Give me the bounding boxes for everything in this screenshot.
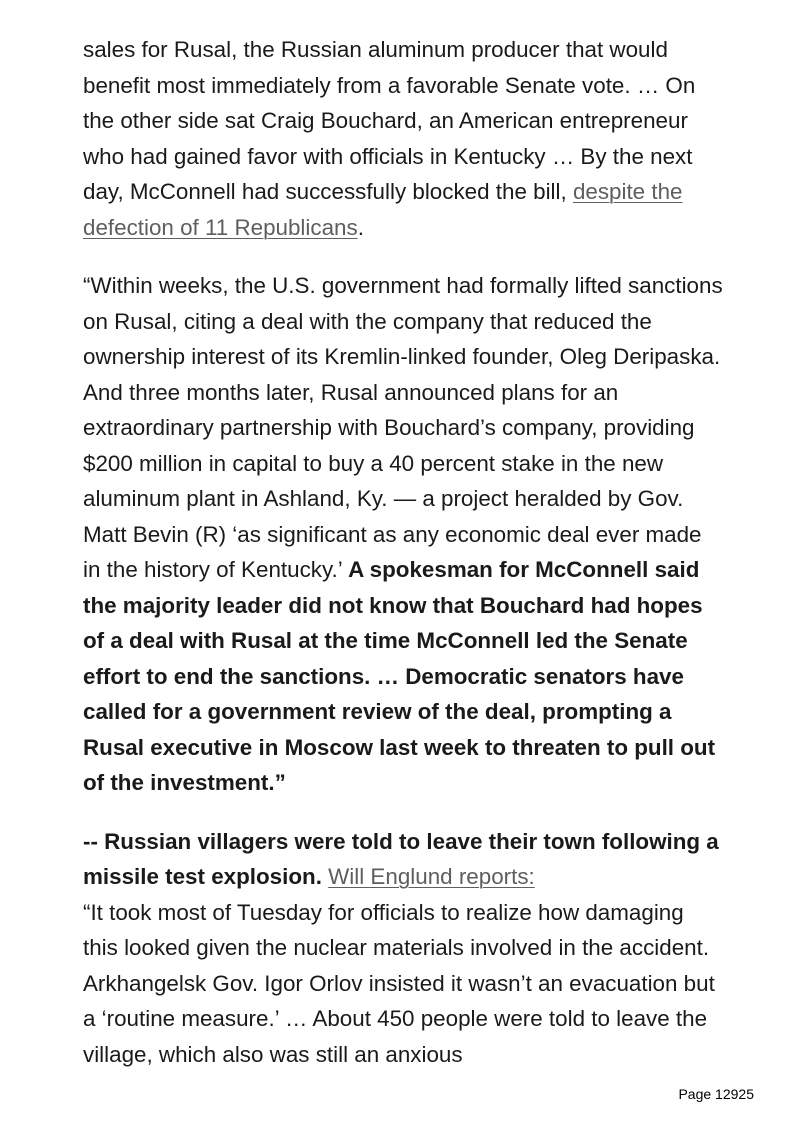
document-body [83,32,723,1082]
paragraph-bold-lead: -- Russian villagers were told to leave their town following a missile test explosion. [83,828,719,889]
paragraph-villagers [83,824,723,1073]
page-number: Page 12925 [674,1085,754,1103]
paragraph-text: sales for Rusal, the Russian aluminum producer that would benefit most immediately from a favorable Senate vote. … On the other side sat Craig Bouchard, an American entrepreneur who had gained favor with officials in Kentucky … By the next day, McConnell had successfully blocked the bill, [83,37,696,204]
paragraph-end: . [357,214,364,240]
defection-link[interactable]: despite the defection of 11 Republicans [83,179,683,240]
paragraph-sanctions-lifted [83,268,723,801]
paragraph-text: “It took most of Tuesday for officials to realize how damaging this looked given the nuclear materials involved in the accident. Arkhangelsk Gov. Igor Orlov insisted it wasn’t an evacuation but a ‘routine measure.’ … About 450 people were told to leave the village, which also was still an anxious [83,899,715,1067]
paragraph-text: “Within weeks, the U.S. government had formally lifted sanctions on Rusal, citing a deal with the company that reduced the ownership interest of its Kremlin-linked founder, Oleg Deripaska. And three months later, Rusal announced plans for an extraordinary partnership with Bouchard’s company, providing $200 million in capital to buy a 40 percent stake in the new aluminum plant in Ashland, Ky. — a project heralded by Gov. Matt Bevin (R) ‘as significant as any economic deal ever made in the history of Kentucky.’ [83,273,723,582]
paragraph-bold-text: A spokesman for McConnell said the majority leader did not know that Bouchard had hopes of a deal with Rusal at the time McConnell led the Senate effort to end the sanctions. … Democratic senators have called for a government review of the deal, prompting a Rusal executive in Moscow last week to threaten to pull out of the investment.” [83,557,716,795]
paragraph-rusal-vote [83,32,723,245]
englund-report-link[interactable]: Will Englund reports: [328,864,535,889]
